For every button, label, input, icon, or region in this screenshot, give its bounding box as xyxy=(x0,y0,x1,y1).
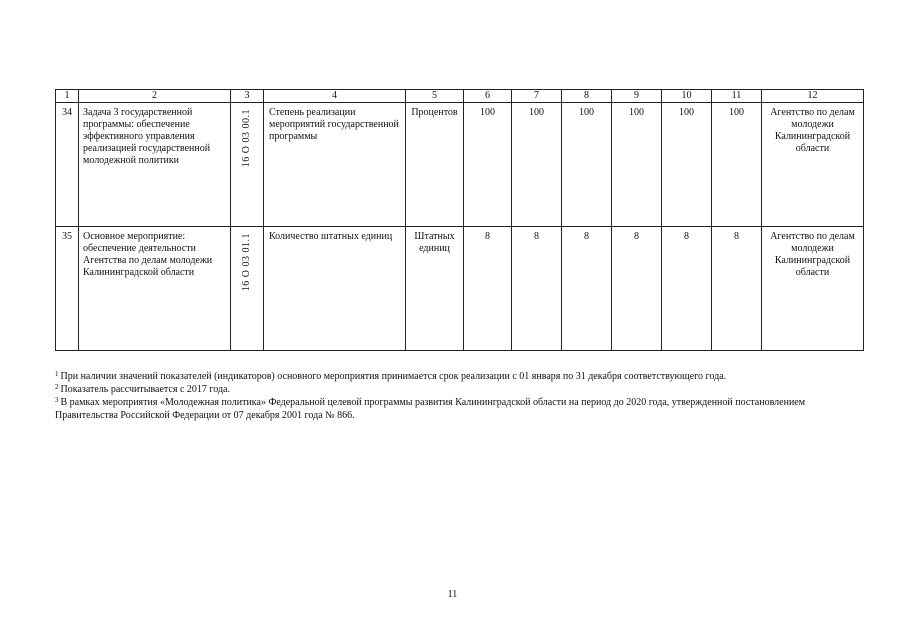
row-value: 8 xyxy=(464,227,512,351)
table-row xyxy=(56,103,864,227)
row-unit: Штатных единиц xyxy=(406,227,464,351)
row-unit: Процентов xyxy=(406,103,464,227)
row-value: 8 xyxy=(512,227,562,351)
row-value: 100 xyxy=(612,103,662,227)
indicators-table xyxy=(55,89,864,351)
row-indicator: Количество штатных единиц xyxy=(264,227,406,351)
row-code-cell xyxy=(231,103,264,227)
header-cell: 11 xyxy=(712,90,762,103)
footnotes xyxy=(55,370,865,422)
row-number: 35 xyxy=(56,227,79,351)
footnote-mark: 3 xyxy=(55,396,59,404)
header-cell: 12 xyxy=(762,90,864,103)
header-cell: 9 xyxy=(612,90,662,103)
table-header-row xyxy=(56,90,864,103)
footnote xyxy=(55,383,865,396)
row-value: 8 xyxy=(712,227,762,351)
header-cell: 1 xyxy=(56,90,79,103)
footnote-text: При наличии значений показателей (индикаторов) основного мероприятия принимается срок реализации с 01 января по 31 декабря соответствующего года. xyxy=(60,371,727,382)
header-cell: 8 xyxy=(562,90,612,103)
row-name: Основное мероприятие: обеспечение деятельности Агентства по делам молодежи Калининградской области xyxy=(79,227,231,351)
header-cell: 2 xyxy=(79,90,231,103)
header-cell: 6 xyxy=(464,90,512,103)
row-code: 16 О 03 01.1 xyxy=(241,233,252,292)
row-value: 100 xyxy=(712,103,762,227)
row-value: 100 xyxy=(662,103,712,227)
row-value: 100 xyxy=(512,103,562,227)
header-cell: 5 xyxy=(406,90,464,103)
header-cell: 4 xyxy=(264,90,406,103)
row-value: 8 xyxy=(662,227,712,351)
footnote-mark: 1 xyxy=(55,370,59,378)
row-value: 8 xyxy=(562,227,612,351)
footnote xyxy=(55,370,865,383)
row-number: 34 xyxy=(56,103,79,227)
table-row xyxy=(56,227,864,351)
row-value: 8 xyxy=(612,227,662,351)
footnote-mark: 2 xyxy=(55,383,59,391)
header-cell: 7 xyxy=(512,90,562,103)
row-indicator: Степень реализации мероприятий государственной программы xyxy=(264,103,406,227)
header-cell: 3 xyxy=(231,90,264,103)
header-cell: 10 xyxy=(662,90,712,103)
row-agency: Агентство по делам молодежи Калининградской области xyxy=(762,103,864,227)
row-name: Задача 3 государственной программы: обеспечение эффективного управления реализацией государственной молодежной политики xyxy=(79,103,231,227)
row-agency: Агентство по делам молодежи Калининградской области xyxy=(762,227,864,351)
row-code: 16 О 03 00.1 xyxy=(241,109,252,168)
footnote-text: В рамках мероприятия «Молодежная политика» Федеральной целевой программы развития Калининградской области на период до 2020 года, утвержденной постановлением Правительства Российской Федерации от 07 декабря 2001 года № 866. xyxy=(55,397,806,421)
page-number: 11 xyxy=(447,589,458,600)
row-value: 100 xyxy=(562,103,612,227)
row-value: 100 xyxy=(464,103,512,227)
row-code-cell xyxy=(231,227,264,351)
footnote xyxy=(55,396,865,422)
footnote-text: Показатель рассчитывается с 2017 года. xyxy=(60,384,230,395)
